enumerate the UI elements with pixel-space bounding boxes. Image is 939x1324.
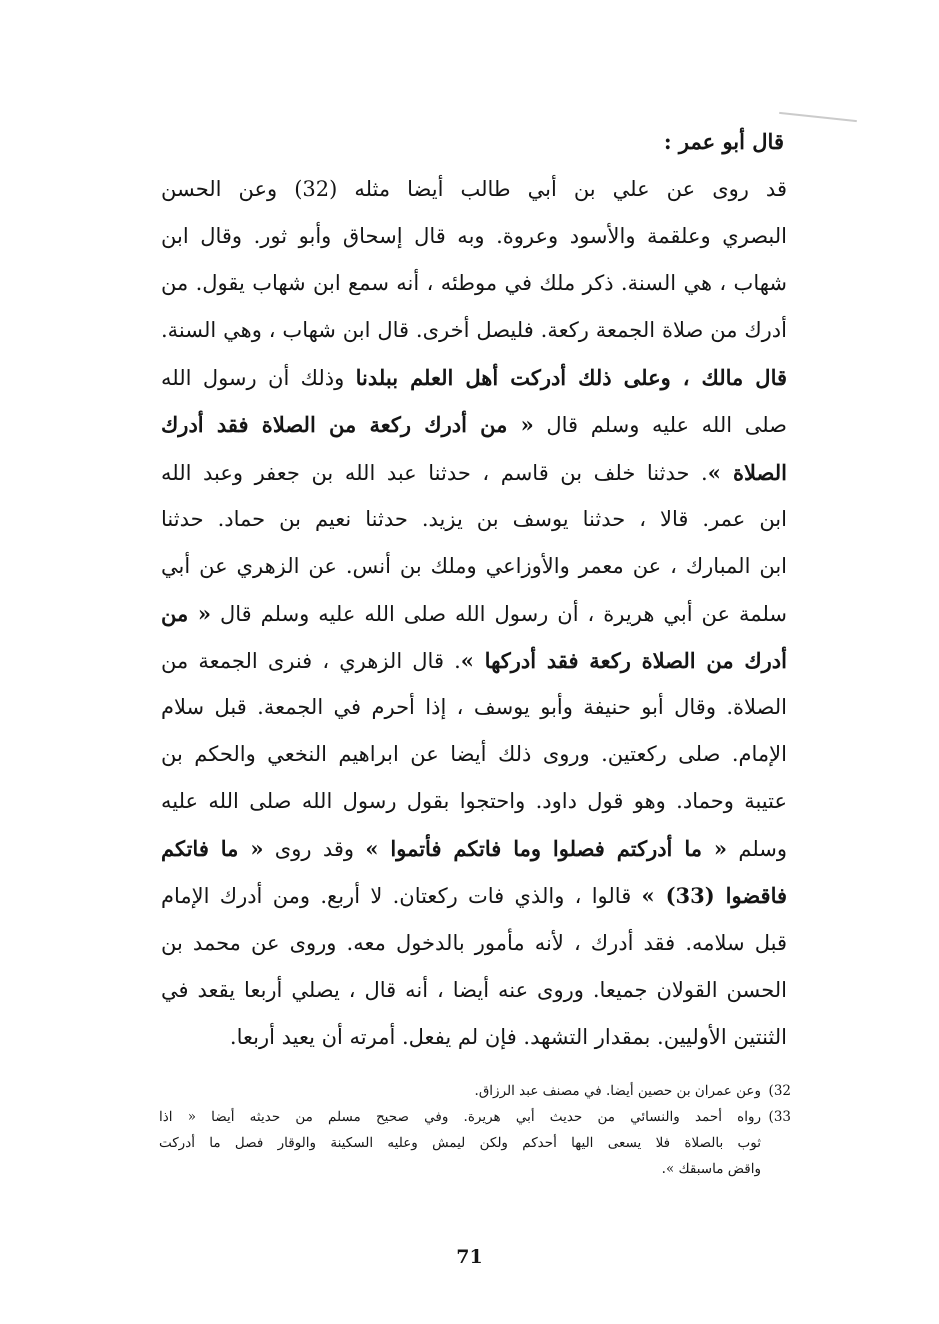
text-run: ابن عمر. قالا ، حدثنا يوسف بن يزيد. حدثنا نعيم بن حماد. حدثنا — [161, 506, 787, 531]
bold-quote: « من أدرك ركعة من الصلاة فقد أدرك — [161, 412, 534, 438]
footnotes — [159, 1078, 791, 1182]
text-line — [161, 307, 787, 354]
main-text — [161, 166, 787, 1061]
text-line — [161, 590, 787, 637]
footnote-line: ثوب بالصلاة فلا يسعى اليها أحدكم ولكن ليمش وعليه السكينة والوقار فصل ما أدركت — [159, 1135, 761, 1151]
bold-quote: أدرك من الصلاة ركعة فقد أدركها » — [460, 647, 787, 673]
bold-quote: « ما فاتكم — [161, 836, 264, 862]
text-run: عتيبة وحماد. وهو قول داود. واحتجوا بقول رسول الله صلى الله عليه — [161, 789, 787, 814]
text-line — [161, 1014, 787, 1061]
text-line — [161, 354, 787, 401]
footnote-line: رواه أحمد والنسائي من حديث أبي هريرة. وفي صحيح مسلم من حديثه أيضا « اذا — [159, 1109, 761, 1125]
text-run: . حدثنا خلف بن قاسم ، حدثنا عبد الله بن جعفر وعبد الله — [161, 460, 708, 485]
text-line — [161, 449, 787, 496]
scan-mark — [779, 112, 857, 122]
bold-quote: « من — [161, 600, 211, 626]
footnote-number: (33 — [768, 1109, 791, 1125]
footnote-text — [159, 1104, 761, 1182]
text-run: الثنتين الأوليين. بمقدار التشهد. فإن لم يفعل. أمرته أن يعيد أربعا. — [229, 1024, 787, 1049]
text-line — [161, 731, 787, 778]
text-run: وسلم — [727, 837, 788, 862]
text-run: . قال الزهري ، فنرى الجمعة من — [161, 648, 461, 673]
text-run: شهاب ، هي السنة. ذكر ملك في موطئه ، أنه سمع ابن شهاب يقول. من — [161, 271, 787, 296]
bold-quote: فاقضوا (33) » — [641, 883, 788, 909]
bold-quote: قال مالك ، وعلى ذلك أدركت أهل العلم ببلدنا — [355, 365, 788, 391]
footnote-line: واقض ماسبقك ». — [661, 1161, 761, 1177]
text-run: وذلك أن رسول الله — [161, 366, 356, 391]
bold-quote: الصلاة » — [707, 459, 787, 485]
text-line — [161, 825, 787, 872]
text-line — [161, 496, 787, 543]
text-line — [161, 543, 787, 590]
text-line — [161, 778, 787, 825]
text-line — [161, 213, 787, 260]
text-run: أدرك من صلاة الجمعة ركعة. فليصل أخرى. قال ابن شهاب ، وهي السنة. — [161, 318, 787, 343]
text-run: قالوا ، والذي فات ركعتان. لا أربع. ومن أدرك الإمام — [161, 884, 642, 909]
page-number: 71 — [456, 1246, 483, 1268]
footnote — [159, 1078, 791, 1104]
text-run: البصري وعلقمة والأسود وعروة. وبه قال إسحاق وأبو ثور. وقال ابن — [161, 224, 787, 249]
text-run: الصلاة. وقال أبو حنيفة وأبو يوسف ، إذا أحرم في الجمعة. قبل سلام — [161, 695, 787, 720]
text-line — [161, 401, 787, 448]
text-run: الحسن القولان جميعا. وروى عنه أيضا ، أنه قال ، يصلي أربعا يقعد في — [161, 977, 787, 1002]
text-run: قبل سلامه. فقد أدرك ، لأنه مأمور بالدخول معه. وروى عن محمد بن — [161, 930, 787, 955]
text-line — [161, 920, 787, 967]
text-line — [161, 684, 787, 731]
footnote-number: (32 — [768, 1083, 791, 1099]
text-run: وقد روى — [263, 837, 366, 862]
text-line — [161, 872, 787, 919]
text-line — [161, 260, 787, 307]
footnote-text — [159, 1078, 761, 1104]
bold-quote: « ما أدركتم فصلوا وما فاتكم فأتموا » — [365, 836, 728, 862]
text-line — [161, 166, 787, 213]
footnote — [159, 1104, 791, 1182]
text-run: الإمام. صلى ركعتين. وروى ذلك أيضا عن ابراهيم النخعي والحكم بن — [161, 742, 787, 767]
text-run: قد روى عن علي بن أبي طالب أيضا مثله (32) وعن الحسن — [161, 177, 787, 201]
section-heading: قال أبو عمر : — [663, 129, 784, 154]
text-line — [161, 637, 787, 684]
footnote-line: وعن عمران بن حصين أيضا. في مصنف عبد الرزاق. — [474, 1083, 761, 1099]
text-line — [161, 967, 787, 1014]
text-run: سلمة عن أبي هريرة ، أن رسول الله صلى الله عليه وسلم قال — [210, 601, 787, 626]
text-run: ابن المبارك ، عن معمر والأوزاعي وملك بن أنس. عن الزهري عن أبي — [161, 553, 787, 578]
text-run: صلى الله عليه وسلم قال — [533, 413, 788, 438]
